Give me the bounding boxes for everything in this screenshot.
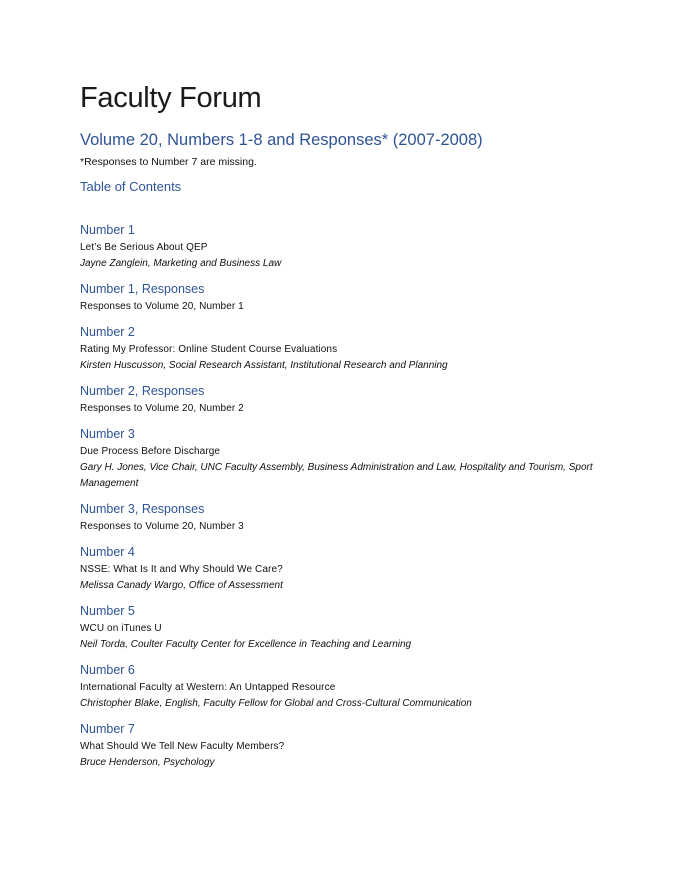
toc-entry-author: Neil Torda, Coulter Faculty Center for Excellence in Teaching and Learning (80, 639, 412, 650)
toc-entry-author: Christopher Blake, English, Faculty Fellow for Global and Cross-Cultural Communication (80, 698, 472, 709)
toc-entry (80, 604, 620, 653)
toc-entry-number[interactable]: Number 3 (80, 427, 135, 441)
toc-entry (80, 663, 620, 712)
toc-entry-number[interactable]: Number 1, Responses (80, 282, 205, 296)
missing-responses-note: *Responses to Number 7 are missing. (80, 156, 257, 168)
toc-entry-number[interactable]: Number 1 (80, 223, 135, 237)
volume-subtitle: Volume 20, Numbers 1-8 and Responses* (2007-2008) (80, 131, 483, 149)
toc-entry-number[interactable]: Number 4 (80, 545, 135, 559)
toc-entry-title: Responses to Volume 20, Number 3 (80, 521, 244, 532)
toc-entry-number[interactable]: Number 3, Responses (80, 502, 205, 516)
toc-entry-title: NSSE: What Is It and Why Should We Care? (80, 564, 283, 575)
toc-entry (80, 545, 620, 594)
toc-entry-author: Kirsten Huscusson, Social Research Assistant, Institutional Research and Planning (80, 360, 448, 371)
toc-entry-title: Responses to Volume 20, Number 1 (80, 301, 244, 312)
toc-entry-title: Due Process Before Discharge (80, 446, 221, 457)
toc-entry (80, 384, 620, 415)
toc-entry-author: Jayne Zanglein, Marketing and Business Law (80, 258, 282, 269)
toc-entry-title: What Should We Tell New Faculty Members? (80, 741, 285, 752)
toc-entry-number[interactable]: Number 7 (80, 722, 135, 736)
page-title: Faculty Forum (80, 82, 262, 114)
toc-entry-author: Gary H. Jones, Vice Chair, UNC Faculty Assembly, Business Administration and Law, Hospitality and Tourism, Sport Management (80, 462, 593, 489)
toc-entry (80, 722, 620, 771)
toc-entry (80, 282, 620, 313)
toc-entry-title: Rating My Professor: Online Student Course Evaluations (80, 344, 338, 355)
table-of-contents-heading: Table of Contents (80, 179, 182, 194)
toc-entry-title: International Faculty at Western: An Untapped Resource (80, 682, 336, 693)
toc-entry-author: Bruce Henderson, Psychology (80, 757, 215, 768)
toc-entry-number[interactable]: Number 5 (80, 604, 135, 618)
toc-entry-title: WCU on iTunes U (80, 623, 162, 634)
toc-entry (80, 223, 620, 272)
toc-entry-title: Let’s Be Serious About QEP (80, 242, 208, 253)
table-of-contents-list (80, 223, 620, 781)
toc-entry-title: Responses to Volume 20, Number 2 (80, 403, 244, 414)
toc-entry (80, 427, 620, 492)
toc-entry (80, 502, 620, 533)
toc-entry-number[interactable]: Number 6 (80, 663, 135, 677)
toc-entry-author: Melissa Canady Wargo, Office of Assessment (80, 580, 283, 591)
toc-entry (80, 325, 620, 374)
toc-entry-number[interactable]: Number 2, Responses (80, 384, 205, 398)
toc-entry-number[interactable]: Number 2 (80, 325, 135, 339)
